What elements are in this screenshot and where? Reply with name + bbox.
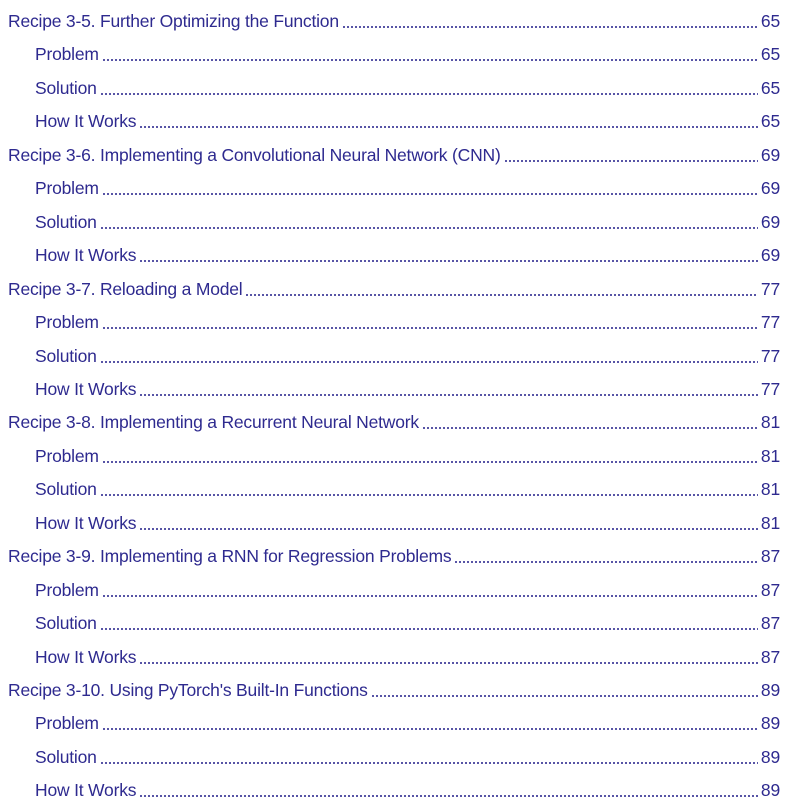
dot-leader	[100, 93, 758, 95]
dot-leader	[139, 394, 758, 396]
toc-entry-recipe[interactable]	[0, 406, 800, 439]
dot-leader	[100, 361, 758, 363]
toc-entry-title: Solution	[35, 479, 97, 500]
toc-entry-page-number: 65	[760, 111, 780, 132]
toc-entry-recipe[interactable]	[0, 674, 800, 707]
toc-entry-section[interactable]	[0, 239, 800, 272]
toc-entry-title: Solution	[35, 211, 97, 232]
dot-leader	[102, 59, 758, 61]
toc-entry-title: Recipe 3-7. Reloading a Model	[8, 278, 243, 299]
toc-entry-page-number: 65	[760, 77, 780, 98]
dot-leader	[102, 327, 758, 329]
toc-entry-section[interactable]	[0, 440, 800, 473]
toc-entry-title: How It Works	[35, 646, 137, 667]
toc-entry-title: Problem	[35, 178, 99, 199]
dot-leader	[100, 628, 758, 630]
dot-leader	[102, 595, 758, 597]
toc-entry-section[interactable]	[0, 741, 800, 774]
toc-entry-title: Solution	[35, 77, 97, 98]
dot-leader	[422, 427, 758, 429]
toc-entry-title: How It Works	[35, 378, 137, 399]
toc-entry-section[interactable]	[0, 340, 800, 373]
dot-leader	[139, 662, 758, 664]
toc-entry-title: Recipe 3-6. Implementing a Convolutional Neural Network (CNN)	[8, 144, 501, 165]
dot-leader	[100, 227, 758, 229]
toc-entry-section[interactable]	[0, 707, 800, 740]
toc-entry-page-number: 77	[760, 312, 780, 333]
dot-leader	[102, 728, 758, 730]
dot-leader	[371, 695, 758, 697]
toc-entry-page-number: 77	[760, 278, 780, 299]
dot-leader	[245, 294, 757, 296]
toc-entry-title: How It Works	[35, 245, 137, 266]
toc-entry-title: Problem	[35, 713, 99, 734]
toc-entry-section[interactable]	[0, 607, 800, 640]
dot-leader	[139, 528, 758, 530]
dot-leader	[139, 795, 758, 797]
toc-entry-title: How It Works	[35, 780, 137, 801]
toc-entry-title: Recipe 3-8. Implementing a Recurrent Neural Network	[8, 412, 419, 433]
dot-leader	[102, 193, 758, 195]
toc-entry-section[interactable]	[0, 507, 800, 540]
toc-entry-page-number: 81	[760, 412, 780, 433]
toc-entry-title: Problem	[35, 44, 99, 65]
toc-entry-page-number: 77	[760, 378, 780, 399]
toc-entry-page-number: 69	[760, 144, 780, 165]
toc-entry-title: Problem	[35, 312, 99, 333]
toc-entry-page-number: 87	[760, 613, 780, 634]
toc-entry-page-number: 69	[760, 178, 780, 199]
toc-entry-title: Recipe 3-10. Using PyTorch's Built-In Functions	[8, 680, 368, 700]
toc-entry-title: Solution	[35, 613, 97, 634]
toc-entry-page-number: 77	[760, 345, 780, 366]
dot-leader	[102, 461, 758, 463]
toc-entry-recipe[interactable]	[0, 540, 800, 573]
toc-entry-page-number: 81	[760, 479, 780, 500]
toc-entry-section[interactable]	[0, 473, 800, 506]
toc-entry-page-number: 87	[760, 646, 780, 667]
toc-entry-page-number: 89	[760, 780, 780, 801]
toc-entry-title: Recipe 3-5. Further Optimizing the Function	[8, 11, 339, 31]
toc-entry-title: Recipe 3-9. Implementing a RNN for Regression Problems	[8, 546, 452, 567]
toc-entry-title: How It Works	[35, 512, 137, 533]
toc-entry-section[interactable]	[0, 574, 800, 607]
toc-entry-page-number: 65	[760, 11, 780, 31]
toc-entry-page-number: 65	[760, 44, 780, 65]
toc-entry-page-number: 87	[760, 546, 780, 567]
dot-leader	[454, 561, 758, 563]
toc-entry-section[interactable]	[0, 105, 800, 138]
toc-entry-recipe[interactable]	[0, 139, 800, 172]
toc-entry-recipe[interactable]	[0, 273, 800, 306]
toc-entry-page-number: 69	[760, 245, 780, 266]
toc-entry-recipe[interactable]	[0, 5, 800, 38]
toc-entry-title: Problem	[35, 579, 99, 600]
dot-leader	[342, 26, 758, 28]
toc-entry-section[interactable]	[0, 206, 800, 239]
toc-entry-page-number: 89	[760, 713, 780, 734]
toc-entry-page-number: 87	[760, 579, 780, 600]
toc-entry-page-number: 89	[760, 680, 780, 700]
dot-leader	[100, 762, 758, 764]
toc-entry-section[interactable]	[0, 72, 800, 105]
toc-entry-section[interactable]	[0, 172, 800, 205]
dot-leader	[139, 126, 758, 128]
toc-entry-title: Problem	[35, 445, 99, 466]
toc-entry-page-number: 81	[760, 512, 780, 533]
dot-leader	[139, 260, 758, 262]
toc-entry-title: How It Works	[35, 111, 137, 132]
toc-entry-title: Solution	[35, 345, 97, 366]
toc-entry-page-number: 81	[760, 445, 780, 466]
toc-entry-page-number: 89	[760, 746, 780, 767]
dot-leader	[100, 494, 758, 496]
toc-entry-section[interactable]	[0, 306, 800, 339]
toc-entry-page-number: 69	[760, 211, 780, 232]
toc-entry-title: Solution	[35, 746, 97, 767]
dot-leader	[504, 160, 758, 162]
toc-entry-section[interactable]	[0, 774, 800, 807]
toc-entry-section[interactable]	[0, 38, 800, 71]
toc-entry-section[interactable]	[0, 641, 800, 674]
toc-entry-section[interactable]	[0, 373, 800, 406]
